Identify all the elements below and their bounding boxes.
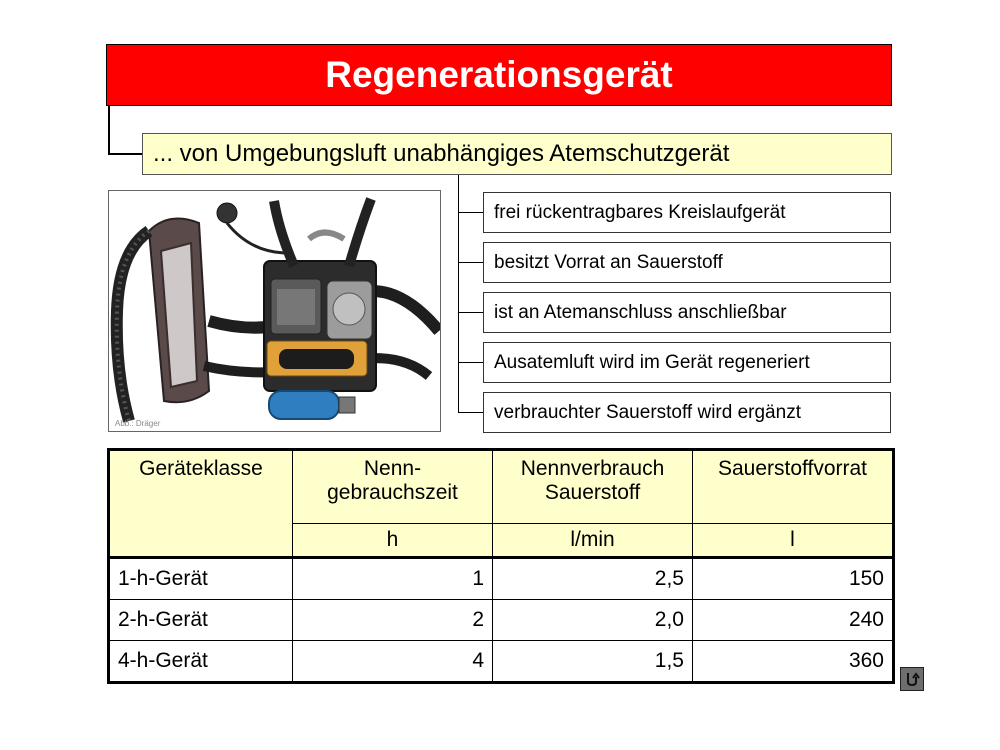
feature-item	[483, 192, 891, 233]
header-text: Nenn- gebrauchszeit	[327, 457, 458, 504]
breathing-apparatus-image	[108, 190, 441, 432]
device-name-cell: 1-h-Gerät	[109, 558, 293, 600]
unit-cell: l	[693, 524, 894, 558]
device-class-table	[107, 448, 895, 684]
feature-item	[483, 392, 891, 433]
header-text: Geräteklasse	[139, 457, 263, 480]
image-credit: Abb.: Dräger	[115, 419, 161, 428]
header-usage-time	[293, 450, 493, 524]
value-cell: 4	[293, 641, 493, 683]
page-title: Regenerationsgerät	[106, 44, 892, 106]
table-row	[109, 558, 894, 600]
feature-text: besitzt Vorrat an Sauerstoff	[494, 251, 723, 273]
value-cell: 2,0	[493, 600, 693, 641]
feature-text: Ausatemluft wird im Gerät regeneriert	[494, 351, 810, 373]
value-cell: 1	[293, 558, 493, 600]
value-cell: 2	[293, 600, 493, 641]
subtitle-text: ... von Umgebungsluft unabhängiges Atemschutzgerät	[153, 140, 730, 167]
connector-line	[108, 106, 110, 154]
feature-item	[483, 242, 891, 283]
tree-branch	[458, 212, 483, 213]
value-cell: 240	[693, 600, 894, 641]
tree-branch	[458, 412, 483, 413]
value-cell: 2,5	[493, 558, 693, 600]
connector-line	[108, 153, 142, 155]
header-oxygen-supply	[693, 450, 894, 524]
device-name-cell: 4-h-Gerät	[109, 641, 293, 683]
feature-item	[483, 292, 891, 333]
header-device-class	[109, 450, 293, 558]
feature-text: frei rückentragbares Kreislaufgerät	[494, 201, 786, 223]
value-cell: 1,5	[493, 641, 693, 683]
table-row	[109, 641, 894, 683]
feature-text: ist an Atemanschluss anschließbar	[494, 301, 787, 323]
back-button[interactable]	[900, 667, 924, 691]
header-text: Nennverbrauch Sauerstoff	[520, 457, 665, 504]
breathing-apparatus-illustration	[109, 191, 441, 432]
value-cell: 150	[693, 558, 894, 600]
value-cell: 360	[693, 641, 894, 683]
subtitle-box	[142, 133, 892, 175]
unit-cell: l/min	[493, 524, 693, 558]
feature-item	[483, 342, 891, 383]
tree-branch	[458, 362, 483, 363]
tree-branch	[458, 262, 483, 263]
unit-cell: h	[293, 524, 493, 558]
device-name-cell: 2-h-Gerät	[109, 600, 293, 641]
tree-connector	[458, 175, 459, 412]
header-text: Sauerstoffvorrat	[717, 457, 868, 480]
table-row	[109, 600, 894, 641]
header-oxygen-consumption	[493, 450, 693, 524]
return-arrow-icon	[903, 670, 921, 688]
feature-text: verbrauchter Sauerstoff wird ergänzt	[494, 401, 801, 423]
tree-branch	[458, 312, 483, 313]
